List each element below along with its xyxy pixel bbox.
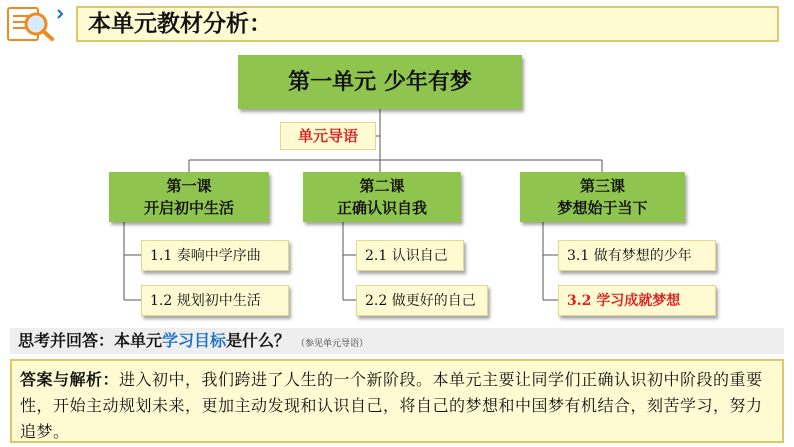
lesson-1-subtitle: 开启初中生活 — [143, 199, 234, 217]
question-suffix: 是什么？ — [226, 331, 291, 350]
question-note: （参见单元导语） — [296, 339, 369, 349]
section-2-2: 2.2 做更好的自己 — [356, 285, 488, 316]
lesson-2-title: 第二课 — [359, 177, 405, 195]
answer-box — [10, 359, 784, 443]
unit-title-node: 第一单元 少年有梦 — [238, 55, 522, 109]
question-prefix: 思考并回答：本单元 — [18, 331, 163, 350]
answer-label: 答案与解析： — [20, 370, 120, 389]
page-title: 本单元教材分析： — [88, 11, 272, 37]
lesson-3-subtitle: 梦想始于当下 — [557, 199, 648, 217]
section-1-2: 1.2 规划初中生活 — [141, 285, 289, 316]
lesson-3-title: 第三课 — [579, 177, 625, 195]
section-1-1: 1.1 奏响中学序曲 — [141, 240, 289, 271]
lesson-3-node — [520, 172, 685, 222]
lesson-2-node — [303, 172, 461, 222]
unit-guide-node: 单元导语 — [280, 122, 376, 150]
lesson-1-title: 第一课 — [166, 177, 212, 195]
question-bar — [10, 328, 784, 354]
section-2-1: 2.1 认识自己 — [356, 240, 464, 271]
lesson-1-node — [109, 172, 269, 222]
section-3-1: 3.1 做有梦想的少年 — [558, 240, 716, 271]
question-highlight: 学习目标 — [162, 331, 227, 350]
section-3-2: 3.2 学习成就梦想 — [558, 285, 716, 316]
lesson-2-subtitle: 正确认识自我 — [336, 199, 427, 217]
answer-text: 进入初中，我们跨进了人生的一个新阶段。本单元主要让同学们正确认识初中阶段的重要性，开始主动规划未来，更加主动发现和认识自己，将自己的梦想和中国梦有机结合，刻苦学习，努力追梦。 — [20, 370, 763, 441]
